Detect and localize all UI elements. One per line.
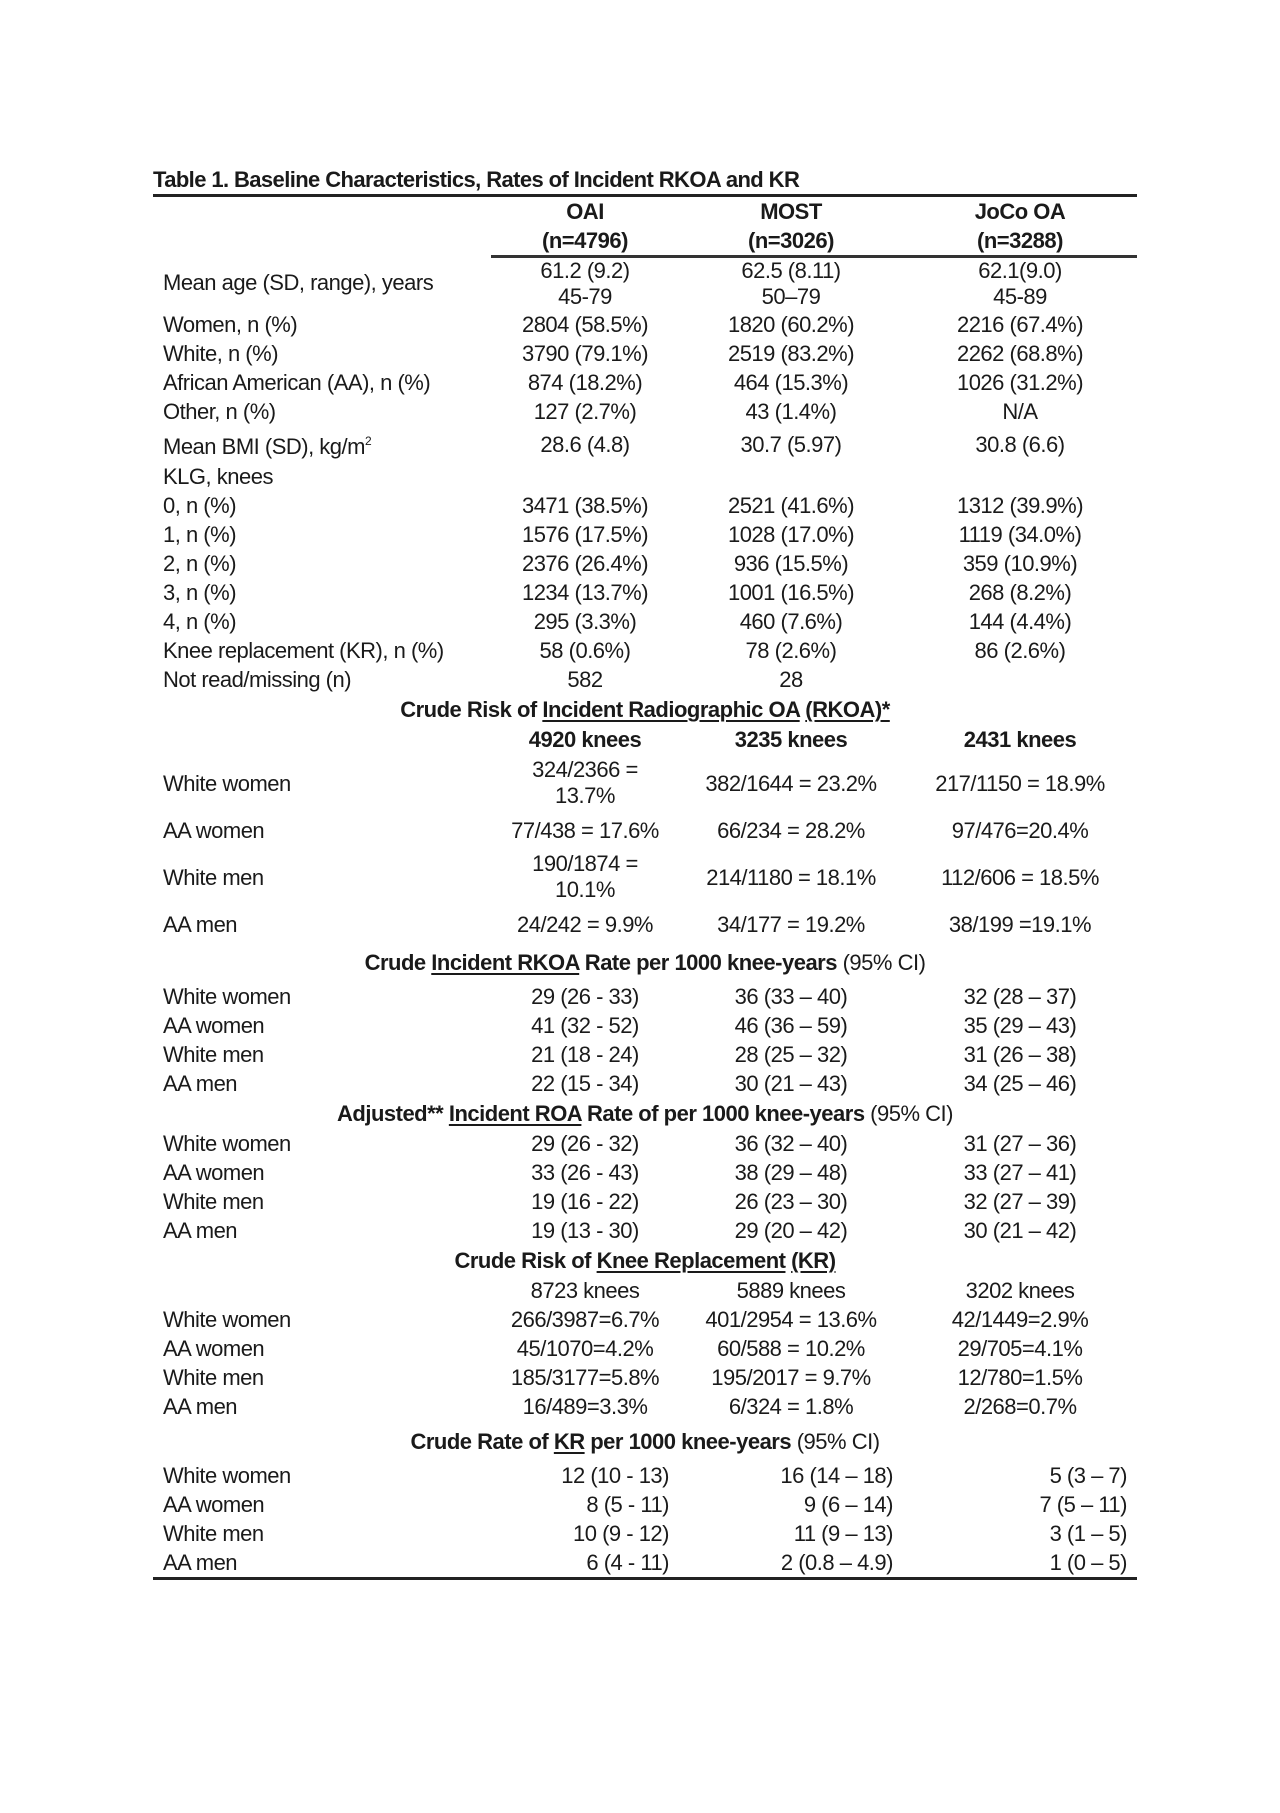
table-row-aa: African American (AA), n (%) 874 (18.2%) 464 (15.3%) 1026 (31.2%) [163, 370, 1084, 395]
table-row: White women 266/3987=6.7% 401/2954 = 13.6% 42/1449=2.9% [163, 1307, 1089, 1332]
table-row: White women 12 (10 - 13) 16 (14 – 18) 5 (3 – 7) [163, 1463, 1127, 1488]
header-row-n [153, 226, 1137, 257]
col-n-oai: (n=4796) [491, 226, 679, 257]
table-row-klg-0: 0, n (%) 3471 (38.5%) 2521 (41.6%) 1312 (39.9%) [163, 493, 1084, 518]
row-label: Mean age (SD, range), years [163, 270, 434, 296]
table-row: White men 10 (9 - 12) 11 (9 – 13) 3 (1 – 5) [163, 1521, 1127, 1546]
table-row: AA men 22 (15 - 34) 30 (21 – 43) 34 (25 – 46) [163, 1071, 1077, 1096]
col-header-most: MOST [760, 199, 822, 224]
table-row: AA women 77/438 = 17.6% 66/234 = 28.2% 97/476=20.4% [163, 817, 1089, 843]
table-row-white: White, n (%) 3790 (79.1%) 2519 (83.2%) 2262 (68.8%) [163, 341, 1084, 366]
table-row: White women 29 (26 - 32) 36 (32 – 40) 31 (27 – 36) [163, 1131, 1077, 1156]
table-row-women: Women, n (%) 2804 (58.5%) 1820 (60.2%) 2216 (67.4%) [163, 312, 1084, 337]
baseline-table [153, 197, 1137, 1580]
section-header-crude-risk-rkoa: Crude Risk of Incident Radiographic OA (RKOA)* [400, 697, 890, 722]
table-row-missing: Not read/missing (n) 582 28 [163, 667, 803, 692]
table-row: AA women 33 (26 - 43) 38 (29 – 48) 33 (27 – 41) [163, 1160, 1077, 1185]
table-row-klg-header: KLG, knees [163, 464, 273, 489]
section-header-adjusted-rate-roa: Adjusted** Incident ROA Rate of per 1000 knee-years (95% CI) [337, 1101, 953, 1126]
table-row: White men 185/3177=5.8% 195/2017 = 9.7% 12/780=1.5% [163, 1365, 1083, 1390]
table-row: AA men 6 (4 - 11) 2 (0.8 – 4.9) 1 (0 – 5) [153, 1548, 1137, 1579]
table-row: White men 19 (16 - 22) 26 (23 – 30) 32 (27 – 39) [163, 1189, 1077, 1214]
table-row: AA men 16/489=3.3% 6/324 = 1.8% 2/268=0.7% [163, 1394, 1077, 1419]
knees-row-kr: 8723 knees 5889 knees 3202 knees [530, 1278, 1075, 1303]
table-row-bmi: Mean BMI (SD), $kg/m^2$ 28.6 (4.8) 30.7 (5.97) 30.8 (6.6) [163, 431, 1065, 459]
col-header-oai: OAI [566, 199, 604, 224]
table-row-kr: Knee replacement (KR), n (%) 58 (0.6%) 78 (2.6%) 86 (2.6%) [163, 638, 1066, 663]
table-row: White women 324/2366 = 13.7% 382/1644 = 23.2% 217/1150 = 18.9% [163, 757, 1105, 808]
col-n-most: (n=3026) [679, 226, 903, 257]
table-row-age-range: 45-79 50–79 45-89 [558, 284, 1047, 309]
table-row: White women 29 (26 - 33) 36 (33 – 40) 32 (28 – 37) [163, 984, 1077, 1009]
section-header-crude-rate-rkoa: Crude Incident RKOA Rate per 1000 knee-years (95% CI) [364, 949, 926, 975]
table-row-klg-2: 2, n (%) 2376 (26.4%) 936 (15.5%) 359 (10.9%) [163, 551, 1078, 576]
table-row: White men 190/1874 = 10.1% 214/1180 = 18.1% 112/606 = 18.5% [163, 851, 1099, 902]
col-n-joco: (n=3288) [903, 226, 1137, 257]
col-header-joco: JoCo OA [974, 199, 1066, 224]
section-header-crude-rate-kr: Crude Rate of KR per 1000 knee-years (95% CI) [410, 1428, 880, 1454]
table-row-klg-3: 3, n (%) 1234 (13.7%) 1001 (16.5%) 268 (8.2%) [163, 580, 1072, 605]
table-row: AA men 19 (13 - 30) 29 (20 – 42) 30 (21 – 42) [163, 1218, 1077, 1243]
knees-row-rkoa: 4920 knees 3235 knees 2431 knees [528, 727, 1077, 752]
table-caption: Table 1. Baseline Characteristics, Rates of Incident RKOA and KR [153, 167, 800, 192]
table-row: AA women 45/1070=4.2% 60/588 = 10.2% 29/705=4.1% [163, 1336, 1083, 1361]
table-row: AA women 8 (5 - 11) 9 (6 – 14) 7 (5 – 11) [163, 1492, 1127, 1517]
header-row-names [153, 197, 1137, 226]
table-row: AA women 41 (32 - 52) 46 (36 – 59) 35 (29 – 43) [163, 1013, 1077, 1038]
table-row-age: Mean age (SD, range), years 61.2 (9.2) 62.5 (8.11) 62.1(9.0) [153, 257, 1137, 285]
document-page [153, 167, 1137, 1580]
table-row: AA men 24/242 = 9.9% 34/177 = 19.2% 38/199 =19.1% [163, 911, 1092, 937]
table-row-klg-1: 1, n (%) 1576 (17.5%) 1028 (17.0%) 1119 (34.0%) [163, 522, 1082, 547]
table-row: White men 21 (18 - 24) 28 (25 – 32) 31 (26 – 38) [163, 1042, 1077, 1067]
table-row-other: Other, n (%) 127 (2.7%) 43 (1.4%) N/A [163, 399, 1038, 424]
table-row-klg-4: 4, n (%) 295 (3.3%) 460 (7.6%) 144 (4.4%) [163, 609, 1072, 634]
section-header-crude-risk-kr: Crude Risk of Knee Replacement (KR) [454, 1248, 836, 1273]
